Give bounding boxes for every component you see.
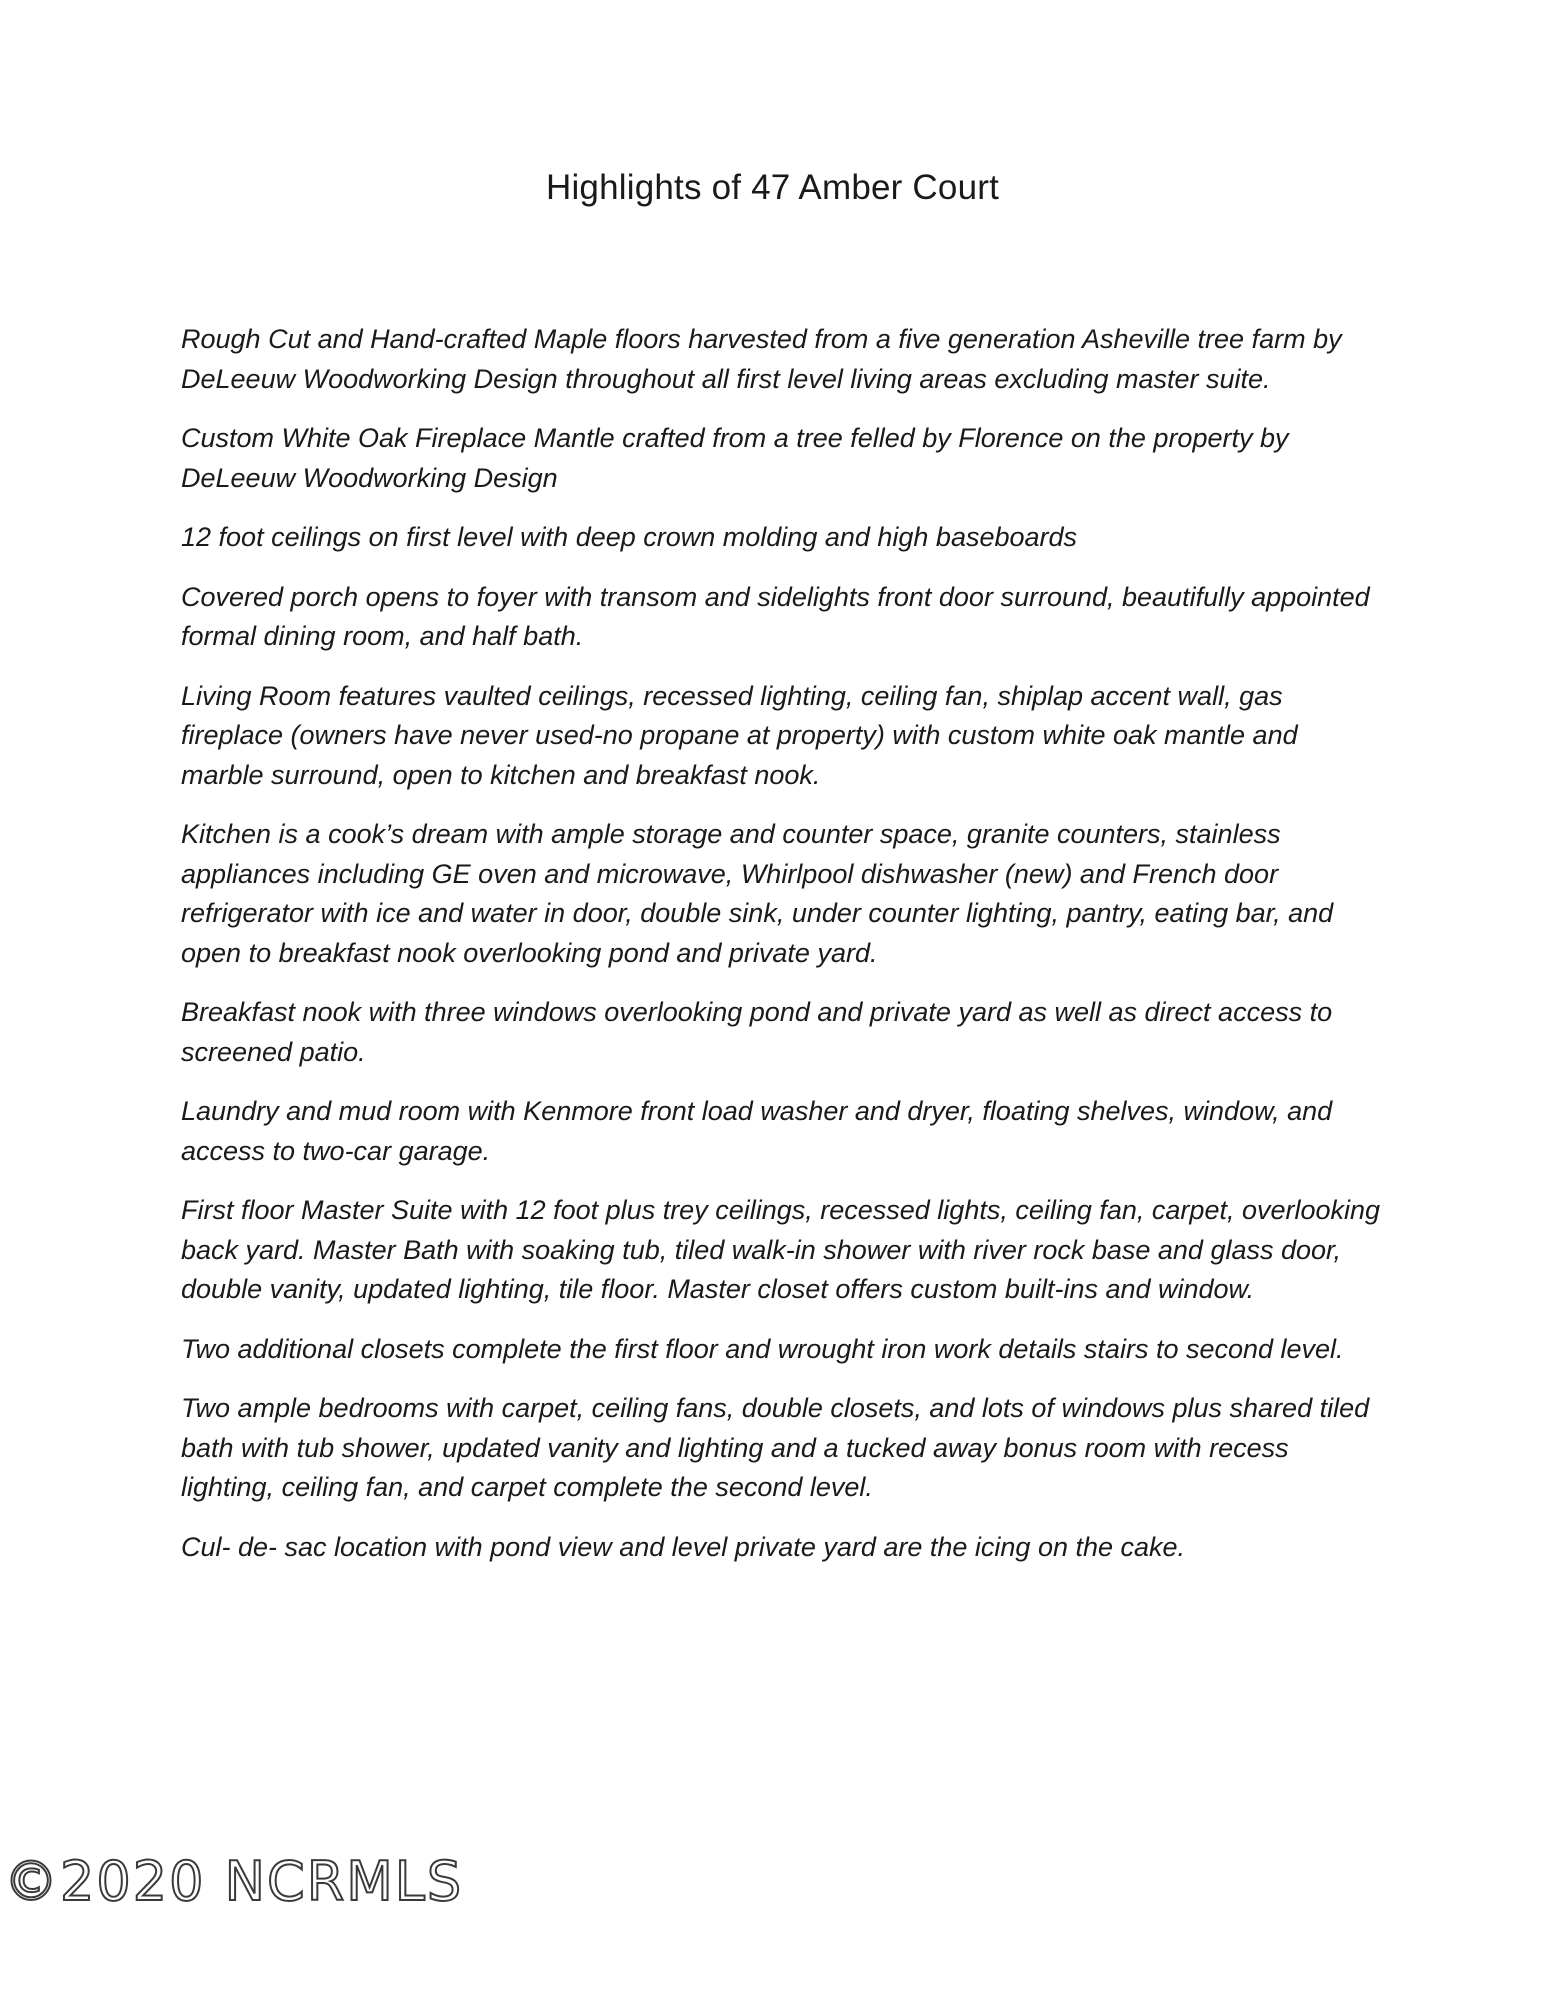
paragraph-kitchen: Kitchen is a cook’s dream with ample storage and counter space, granite counters, stainless appliances including GE oven and microwave, Whirlpool dishwasher (new) and French door refrigerator with ice and water in door, double sink, under counter lighting, pantry, eating bar, and open to breakfast nook overlooking pond and private yard.	[181, 819, 1334, 968]
paragraph-fireplace-mantle: Custom White Oak Fireplace Mantle crafted from a tree felled by Florence on the property by DeLeeuw Woodworking Design	[181, 423, 1289, 493]
paragraph-bedrooms: Two ample bedrooms with carpet, ceiling fans, double closets, and lots of windows plus shared tiled bath with tub shower, updated vanity and lighting and a tucked away bonus room with recess lighting, ceiling fan, and carpet complete the second level.	[181, 1393, 1370, 1502]
paragraph-laundry: Laundry and mud room with Kenmore front load washer and dryer, floating shelves, window, and access to two-car garage.	[181, 1096, 1333, 1166]
paragraph-breakfast-nook: Breakfast nook with three windows overlooking pond and private yard as well as direct access to screened patio.	[181, 997, 1333, 1067]
paragraph-covered-porch: Covered porch opens to foyer with transom and sidelights front door surround, beautifully appointed formal dining room, and half bath.	[181, 581, 1370, 651]
paragraph-cul-de-sac: Cul- de- sac location with pond view and level private yard are the icing on the cake.	[181, 1531, 1186, 1562]
paragraph-closets: Two additional closets complete the first floor and wrought iron work details stairs to second level.	[181, 1333, 1344, 1364]
paragraph-ceilings: 12 foot ceilings on first level with deep crown molding and high baseboards	[181, 522, 1078, 552]
paragraph-living-room: Living Room features vaulted ceilings, recessed lighting, ceiling fan, shiplap accent wall, gas fireplace (owners have never used-no propane at property) with custom white oak mantle and marble surround, open to kitchen and breakfast nook.	[181, 680, 1298, 790]
highlights-body	[181, 320, 1381, 1587]
paragraph-maple-floors: Rough Cut and Hand-crafted Maple floors harvested from a five generation Asheville tree farm by DeLeeuw Woodworking Design throughout all first level living areas excluding master suite.	[181, 324, 1342, 394]
copyright-watermark: ©2020 NCRMLS	[4, 1850, 464, 1913]
paragraph-master-suite: First floor Master Suite with 12 foot plus trey ceilings, recessed lights, ceiling fan, carpet, overlooking back yard. Master Bath with soaking tub, tiled walk-in shower with river rock base and glass door, double vanity, updated lighting, tile floor. Master closet offers custom built-ins and window.	[181, 1195, 1381, 1304]
page-title: Highlights of 47 Amber Court	[545, 168, 1000, 207]
